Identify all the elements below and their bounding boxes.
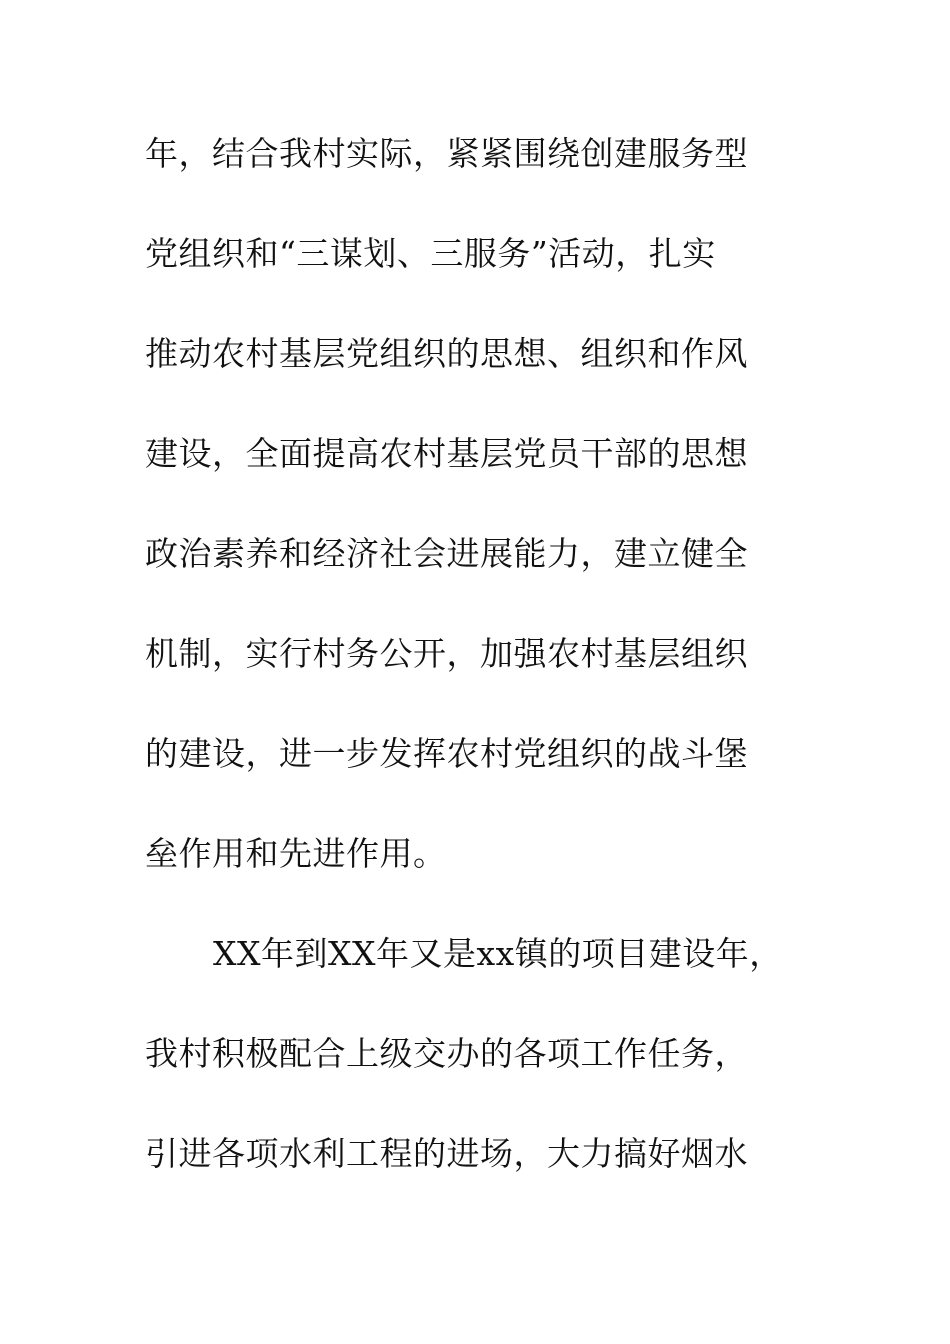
text-line: 引进各项水利工程的进场，大力搞好烟水 bbox=[145, 1134, 748, 1173]
text-line: 推动农村基层党组织的思想、组织和作风 bbox=[145, 334, 748, 373]
text-line: 的建设，进一步发挥农村党组织的战斗堡 bbox=[145, 734, 748, 773]
text-line: 机制，实行村务公开，加强农村基层组织 bbox=[145, 634, 748, 673]
text-line: 年，结合我村实际，紧紧围绕创建服务型 bbox=[145, 134, 748, 173]
text-line: 我村积极配合上级交办的各项工作任务， bbox=[145, 1034, 748, 1073]
text-line: 政治素养和经济社会进展能力，建立健全 bbox=[145, 534, 748, 573]
text-line: 建设，全面提高农村基层党员干部的思想 bbox=[145, 434, 748, 473]
text-line: 垒作用和先进作用。 bbox=[145, 834, 447, 873]
document-body bbox=[145, 124, 805, 1224]
paragraph-first-line: XX年到XX年又是xx镇的项目建设年， bbox=[213, 934, 783, 973]
text-line: 党组织和“三谋划、三服务”活动，扎实 bbox=[145, 234, 716, 273]
